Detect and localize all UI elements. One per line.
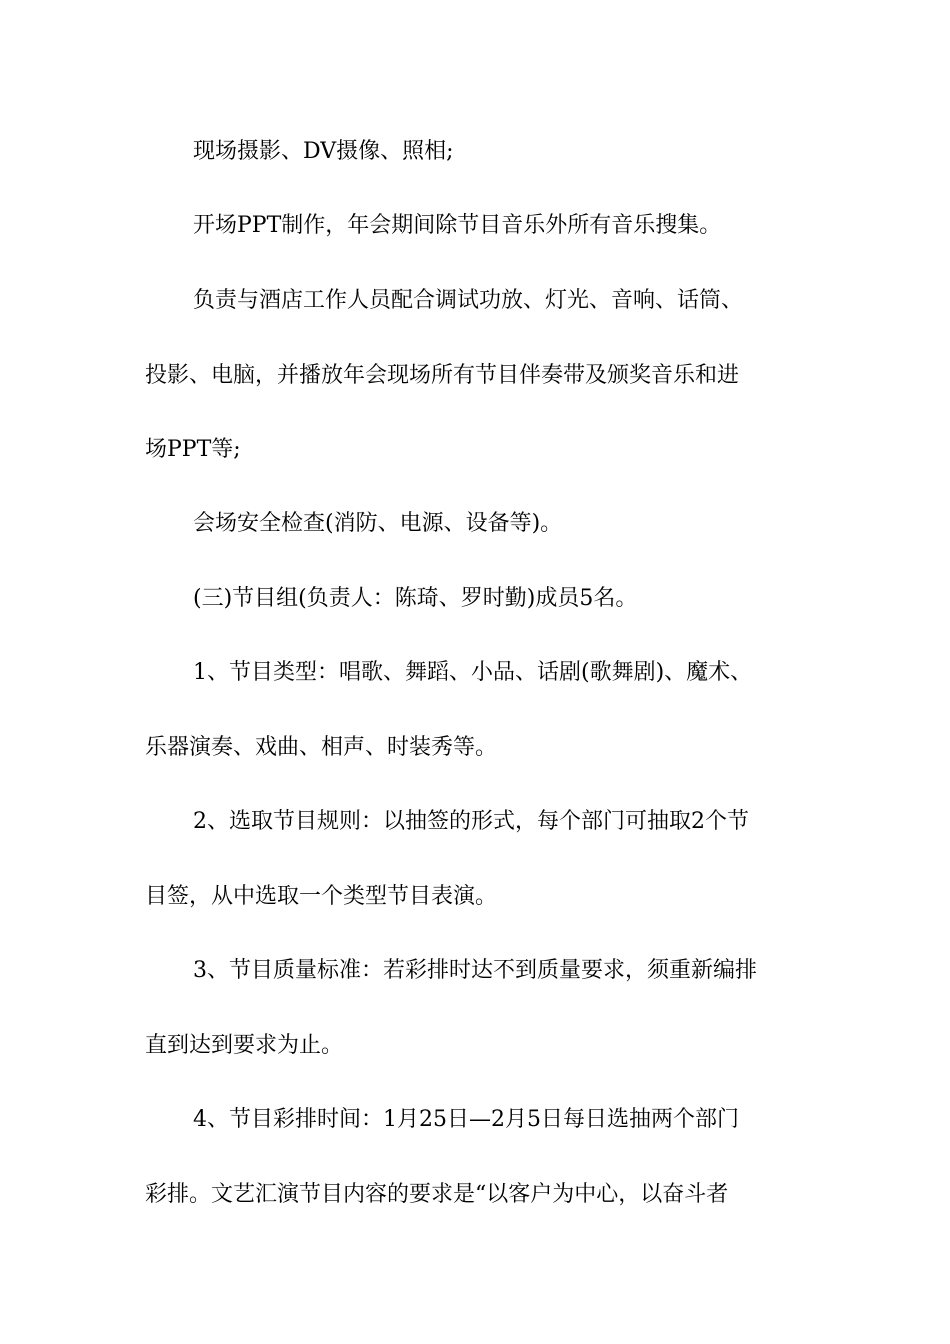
text-line: 场PPT等; (145, 437, 241, 462)
text-line: 2、选取节目规则：以抽签的形式，每个部门可抽取2个节 (193, 809, 749, 834)
text-line: 现场摄影、DV摄像、照相; (193, 139, 454, 164)
text-line: (三)节目组(负责人：陈琦、罗时勤)成员5名。 (193, 586, 638, 611)
text-line: 会场安全检查(消防、电源、设备等)。 (193, 511, 563, 536)
text-line: 负责与酒店工作人员配合调试功放、灯光、音响、话筒、 (193, 288, 744, 313)
text-line: 目签，从中选取一个类型节目表演。 (145, 884, 498, 909)
text-line: 3、节目质量标准：若彩排时达不到质量要求，须重新编排 (193, 958, 757, 983)
text-line: 开场PPT制作，年会期间除节目音乐外所有音乐搜集。 (193, 213, 722, 238)
text-line: 4、节目彩排时间：1月25日—2月5日每日选抽两个部门 (193, 1107, 739, 1132)
text-line: 投影、电脑，并播放年会现场所有节目伴奏带及颁奖音乐和进 (145, 363, 740, 388)
text-line: 1、节目类型：唱歌、舞蹈、小品、话剧(歌舞剧)、魔术、 (193, 660, 753, 685)
text-line: 直到达到要求为止。 (145, 1033, 344, 1058)
text-line: 彩排。文艺汇演节目内容的要求是“以客户为中心，以奋斗者 (145, 1182, 729, 1207)
text-line: 乐器演奏、戏曲、相声、时装秀等。 (145, 735, 498, 760)
